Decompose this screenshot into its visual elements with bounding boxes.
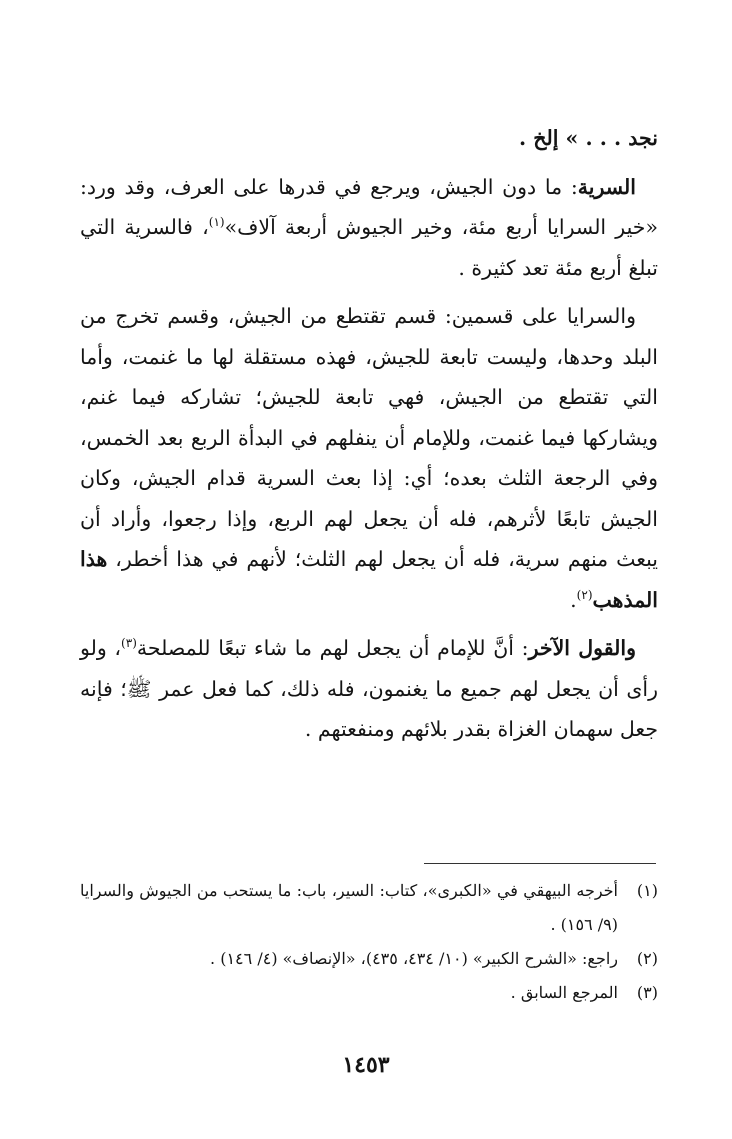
paragraph-tail: ، فالسرية التي تبلغ أربع مئة تعد كثيرة .	[80, 215, 658, 280]
footnotes	[80, 874, 658, 1010]
main-text	[80, 118, 658, 758]
paragraph-tail: ، ولو رأى أن يجعل لهم جميع ما يغنمون، فله ذلك، كما فعل عمر ﷺ؛ فإنه جعل سهمان الغزاة بقدر بلائهم ومنفعتهم .	[80, 636, 658, 741]
footnote-1	[80, 874, 658, 942]
footnote-text: أخرجه البيهقي في «الكبرى»، كتاب: السير، باب: ما يستحب من الجيوش والسرايا (٩/ ١٥٦) .	[80, 881, 618, 934]
footnote-ref-1: (١)	[208, 215, 225, 230]
footnote-2	[80, 942, 658, 976]
paragraph-continuation	[80, 118, 658, 159]
footnote-text: راجع: «الشرح الكبير» (١٠/ ٤٣٤، ٤٣٥)، «الإنصاف» (٤/ ١٤٦) .	[210, 949, 618, 968]
term-sariyya: السرية	[577, 174, 636, 199]
paragraph-sariyya	[80, 167, 658, 289]
paragraph-text: : أنَّ للإمام أن يجعل لهم ما شاء تبعًا للمصلحة	[136, 636, 529, 660]
footnote-text: المرجع السابق .	[510, 983, 618, 1002]
paragraph-tail: .	[570, 587, 577, 612]
continuation-line: نجد . . . » إلخ .	[518, 126, 658, 150]
paragraph-text: : ما دون الجيش، ويرجع في قدرها على العرف، وقد ورد: «خير السرايا أربع مئة، وخير الجيوش أربعة آلاف»	[80, 174, 659, 239]
paragraph-text: والسرايا على قسمين: قسم تقتطع من الجيش، وقسم تخرج من البلد وحدها، وليست تابعة للجيش، فهذه مستقلة لها ما غنمت، وأما التي تقتطع من الجيش، فهي تابعة للجيش؛ تشاركه فيما غنم، ويشاركها فيما غنمت، وللإمام أن ينفلهم في البدأة الربع بعد الخمس، وفي الرجعة الثلث بعده؛ أي: إذا بعث السرية قدام الجيش، وكان الجيش تابعًا لأثرهم، فله أن يجعل لهم الربع، وإذا رجعوا، وأراد أن يبعث منهم سرية، فله أن يجعل لهم الثلث؛ لأنهم في هذا أخطر،	[80, 304, 658, 571]
term-other-opinion: والقول الآخر	[528, 636, 636, 660]
footnote-ref-3: (٣)	[121, 636, 137, 651]
paragraph-saraya	[80, 296, 658, 620]
footnote-number: (٣)	[636, 983, 658, 1002]
madhhab-label: هذا المذهب	[80, 547, 658, 612]
footnote-number: (٢)	[636, 949, 658, 968]
footnote-separator	[424, 863, 656, 864]
paragraph-other-opinion	[80, 628, 658, 750]
page-number: ١٤٥٣	[342, 1052, 390, 1078]
footnote-ref-2: (٢)	[576, 587, 593, 602]
footnote-number: (١)	[636, 881, 658, 900]
footnote-3	[80, 976, 658, 1010]
